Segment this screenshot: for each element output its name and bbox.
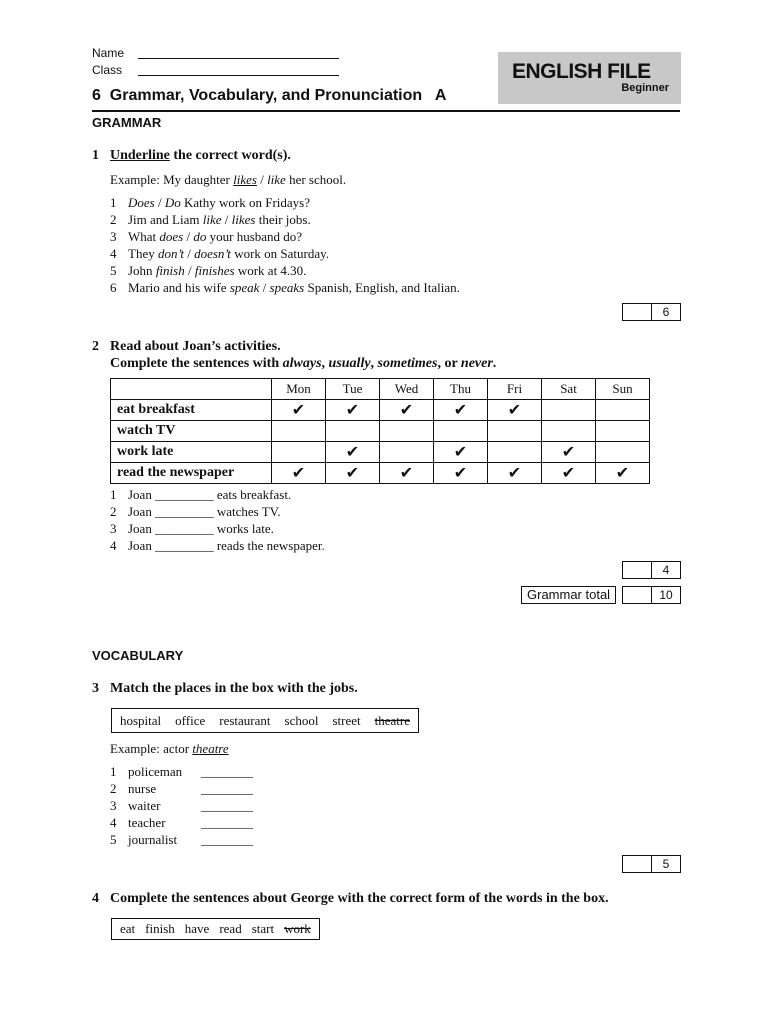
item-number: 4 <box>110 246 117 261</box>
option-separator: / <box>154 195 165 210</box>
activity-cell <box>380 421 434 442</box>
checkmark-icon: ✔ <box>291 465 306 482</box>
q3-item <box>110 764 253 780</box>
item-text: Joan _________ works late. <box>128 521 274 536</box>
q1-example-answer: likes <box>233 172 257 187</box>
item-number: 1 <box>110 487 117 502</box>
grammar-total-input[interactable] <box>623 587 652 603</box>
q2-word-never: never <box>460 356 493 371</box>
q1-score-box[interactable] <box>622 303 681 321</box>
option-b[interactable]: do <box>193 229 207 244</box>
q3-item <box>110 798 253 814</box>
item-text-pre: They <box>128 246 158 261</box>
q2-item[interactable] <box>110 504 281 520</box>
option-separator: / <box>183 229 194 244</box>
word-box-item: school <box>284 712 319 728</box>
day-header: Fri <box>488 379 542 400</box>
word-box-item: theatre <box>374 712 410 728</box>
activity-row <box>111 463 650 484</box>
name-field[interactable] <box>138 46 339 59</box>
item-text-post: your husband do? <box>206 229 303 244</box>
item-number: 6 <box>110 280 117 295</box>
checkmark-icon: ✔ <box>561 444 576 461</box>
q2-heading <box>92 339 281 355</box>
class-label: Class <box>92 63 123 77</box>
brand-title: ENGLISH FILE <box>512 60 651 83</box>
q1-example-sep: / <box>256 172 268 187</box>
answer-blank[interactable]: ________ <box>201 815 253 830</box>
q1-item <box>110 246 329 262</box>
q3-item <box>110 781 253 797</box>
answer-blank[interactable]: ________ <box>201 832 253 847</box>
checkmark-icon: ✔ <box>399 402 414 419</box>
activity-cell <box>380 442 434 463</box>
word-box-item: finish <box>145 921 175 936</box>
item-number: 3 <box>110 798 117 813</box>
activity-cell <box>596 463 650 484</box>
item-text-post: Kathy work on Fridays? <box>180 195 310 210</box>
checkmark-icon: ✔ <box>399 465 414 482</box>
option-a[interactable]: finish <box>155 263 185 278</box>
item-number: 2 <box>110 504 117 519</box>
activity-cell <box>542 421 596 442</box>
q3-score-max: 5 <box>662 857 670 871</box>
grammar-total-label: Grammar total <box>521 586 616 604</box>
option-a[interactable]: does <box>159 229 184 244</box>
checkmark-icon: ✔ <box>345 465 360 482</box>
activity-cell <box>488 463 542 484</box>
grammar-total-box[interactable] <box>622 586 681 604</box>
option-b[interactable]: finishes <box>194 263 235 278</box>
activity-row <box>111 442 650 463</box>
activity-cell <box>326 463 380 484</box>
page-title: 6 Grammar, Vocabulary, and Pronunciation A <box>92 87 447 104</box>
q1-item <box>110 195 310 211</box>
option-separator: / <box>259 280 270 295</box>
answer-blank[interactable]: ________ <box>201 781 253 796</box>
q2-score-box[interactable] <box>622 561 681 579</box>
q1-instruction-underline: Underline <box>110 148 170 163</box>
job-label: nurse <box>128 781 157 796</box>
q1-item <box>110 229 302 245</box>
checkmark-icon: ✔ <box>453 402 468 419</box>
q3-score-box[interactable] <box>622 855 681 873</box>
option-b[interactable]: doesn’t <box>194 246 231 261</box>
item-number: 4 <box>110 815 117 830</box>
activity-cell <box>434 463 488 484</box>
checkmark-icon: ✔ <box>561 465 576 482</box>
activity-cell <box>434 421 488 442</box>
word-box-item: office <box>175 712 206 728</box>
word-box-item: have <box>184 921 210 936</box>
q4-number: 4 <box>92 891 99 906</box>
q2-comma-2: , <box>370 356 378 371</box>
item-text-pre: What <box>128 229 160 244</box>
item-text-pre: John <box>128 263 156 278</box>
activity-row <box>111 400 650 421</box>
word-box-item: restaurant <box>219 712 271 728</box>
checkmark-icon: ✔ <box>453 465 468 482</box>
activity-label: read the newspaper <box>111 463 272 484</box>
q3-item <box>110 815 253 831</box>
q2-word-sometimes: sometimes <box>377 356 438 371</box>
q4-word-box <box>111 918 320 940</box>
activity-cell <box>596 421 650 442</box>
option-b[interactable]: speaks <box>269 280 305 295</box>
activity-label: work late <box>111 442 272 463</box>
word-box-item: read <box>219 921 242 936</box>
activity-header-blank <box>111 379 272 400</box>
activity-table-header <box>111 379 650 400</box>
q1-item <box>110 263 306 279</box>
answer-blank[interactable]: ________ <box>201 764 253 779</box>
item-number: 3 <box>110 521 117 536</box>
q3-example-pre: Example: actor <box>110 741 193 756</box>
q4-heading <box>92 891 609 907</box>
q3-example-answer: theatre <box>192 741 229 756</box>
activity-cell <box>488 400 542 421</box>
job-label: teacher <box>128 815 166 830</box>
option-a[interactable]: speak <box>229 280 260 295</box>
q3-instruction: Match the places in the box with the jobs. <box>110 681 358 696</box>
option-b[interactable]: likes <box>231 212 256 227</box>
activity-cell <box>596 442 650 463</box>
day-header: Mon <box>272 379 326 400</box>
q2-item[interactable] <box>110 487 291 503</box>
activity-cell <box>434 400 488 421</box>
q1-example-pre: Example: My daughter <box>110 172 234 187</box>
brand-subtitle: Beginner <box>621 82 669 94</box>
item-text-post: work at 4.30. <box>234 263 307 278</box>
grammar-total-max: 10 <box>659 588 673 602</box>
checkmark-icon: ✔ <box>507 465 522 482</box>
word-box-item: hospital <box>120 712 162 728</box>
word-box-item: street <box>332 712 361 728</box>
item-text-pre: Mario and his wife <box>128 280 230 295</box>
q3-number: 3 <box>92 681 99 696</box>
checkmark-icon: ✔ <box>615 465 630 482</box>
activity-cell <box>542 400 596 421</box>
checkmark-icon: ✔ <box>453 444 468 461</box>
option-a[interactable]: Does <box>128 195 155 210</box>
grammar-heading: GRAMMAR <box>92 115 162 130</box>
activity-cell <box>488 442 542 463</box>
q1-score-input[interactable] <box>623 304 652 320</box>
option-separator: / <box>184 263 195 278</box>
word-box-item: eat <box>120 921 136 936</box>
activity-label: eat breakfast <box>111 400 272 421</box>
q1-heading <box>92 148 291 164</box>
q2-score-input[interactable] <box>623 562 652 578</box>
q2-line1: Read about Joan’s activities. <box>110 339 281 354</box>
title-rule <box>92 110 680 112</box>
item-number: 4 <box>110 538 117 553</box>
q3-word-box <box>111 708 419 733</box>
q2-comma-1: , <box>321 356 329 371</box>
activity-row <box>111 421 650 442</box>
activity-cell <box>380 400 434 421</box>
activity-cell <box>272 421 326 442</box>
q3-example <box>110 741 229 757</box>
item-text: Joan _________ eats breakfast. <box>128 487 292 502</box>
activity-label: watch TV <box>111 421 272 442</box>
q2-number: 2 <box>92 339 99 354</box>
vocabulary-heading: VOCABULARY <box>92 648 184 663</box>
option-b[interactable]: Do <box>164 195 181 210</box>
name-label: Name <box>92 46 125 60</box>
activity-cell <box>272 463 326 484</box>
item-number: 5 <box>110 263 117 278</box>
checkmark-icon: ✔ <box>345 402 360 419</box>
item-text-post: work on Saturday. <box>230 246 330 261</box>
q3-item <box>110 832 253 848</box>
day-header: Tue <box>326 379 380 400</box>
activity-table <box>110 378 650 484</box>
item-text-post: Spanish, English, and Italian. <box>304 280 460 295</box>
job-label: journalist <box>128 832 178 847</box>
activity-cell <box>488 421 542 442</box>
item-text: Joan _________ watches TV. <box>128 504 281 519</box>
checkmark-icon: ✔ <box>291 402 306 419</box>
item-number: 3 <box>110 229 117 244</box>
q2-word-always: always <box>282 356 322 371</box>
job-label: policeman <box>128 764 183 779</box>
item-number: 5 <box>110 832 117 847</box>
activity-cell <box>326 400 380 421</box>
q3-heading <box>92 681 358 697</box>
q2-line2 <box>110 356 496 372</box>
q1-item <box>110 280 460 296</box>
day-header: Thu <box>434 379 488 400</box>
item-number: 1 <box>110 195 117 210</box>
item-number: 2 <box>110 781 117 796</box>
checkmark-icon: ✔ <box>345 444 360 461</box>
checkmark-icon: ✔ <box>507 402 522 419</box>
q2-word-usually: usually <box>328 356 371 371</box>
item-text-pre: Jim and Liam <box>128 212 203 227</box>
q2-score-max: 4 <box>662 563 670 577</box>
class-field[interactable] <box>138 63 339 76</box>
activity-cell <box>542 463 596 484</box>
q1-example-post: her school. <box>285 172 347 187</box>
q2-item[interactable] <box>110 521 274 537</box>
q1-instruction: the correct word(s). <box>169 148 291 163</box>
activity-cell <box>434 442 488 463</box>
q2-period: . <box>492 356 497 371</box>
activity-cell <box>272 442 326 463</box>
q1-item <box>110 212 311 228</box>
option-separator: / <box>183 246 195 261</box>
job-label: waiter <box>128 798 161 813</box>
item-number: 2 <box>110 212 117 227</box>
q1-example <box>110 172 346 188</box>
option-a[interactable]: like <box>202 212 222 227</box>
q1-example-option: like <box>267 172 286 187</box>
activity-cell <box>596 400 650 421</box>
activity-cell <box>380 463 434 484</box>
q2-item[interactable] <box>110 538 325 554</box>
activity-cell <box>542 442 596 463</box>
day-header: Sat <box>542 379 596 400</box>
item-text: Joan _________ reads the newspaper. <box>128 538 325 553</box>
activity-cell <box>326 442 380 463</box>
item-number: 1 <box>110 764 117 779</box>
activity-cell <box>272 400 326 421</box>
day-header: Wed <box>380 379 434 400</box>
option-a[interactable]: don’t <box>157 246 184 261</box>
item-text-post: their jobs. <box>255 212 311 227</box>
q1-score-max: 6 <box>662 305 670 319</box>
q2-comma-3: , or <box>437 356 461 371</box>
option-separator: / <box>221 212 232 227</box>
day-header: Sun <box>596 379 650 400</box>
word-box-item: work <box>284 921 311 936</box>
q2-line2-pre: Complete the sentences with <box>110 356 283 371</box>
word-box-item: start <box>251 921 275 936</box>
activity-cell <box>326 421 380 442</box>
q3-score-input[interactable] <box>623 856 652 872</box>
answer-blank[interactable]: ________ <box>201 798 253 813</box>
q1-number: 1 <box>92 148 99 163</box>
brand-logo <box>498 52 681 104</box>
q4-instruction: Complete the sentences about George with the correct form of the words in the box. <box>110 891 609 906</box>
